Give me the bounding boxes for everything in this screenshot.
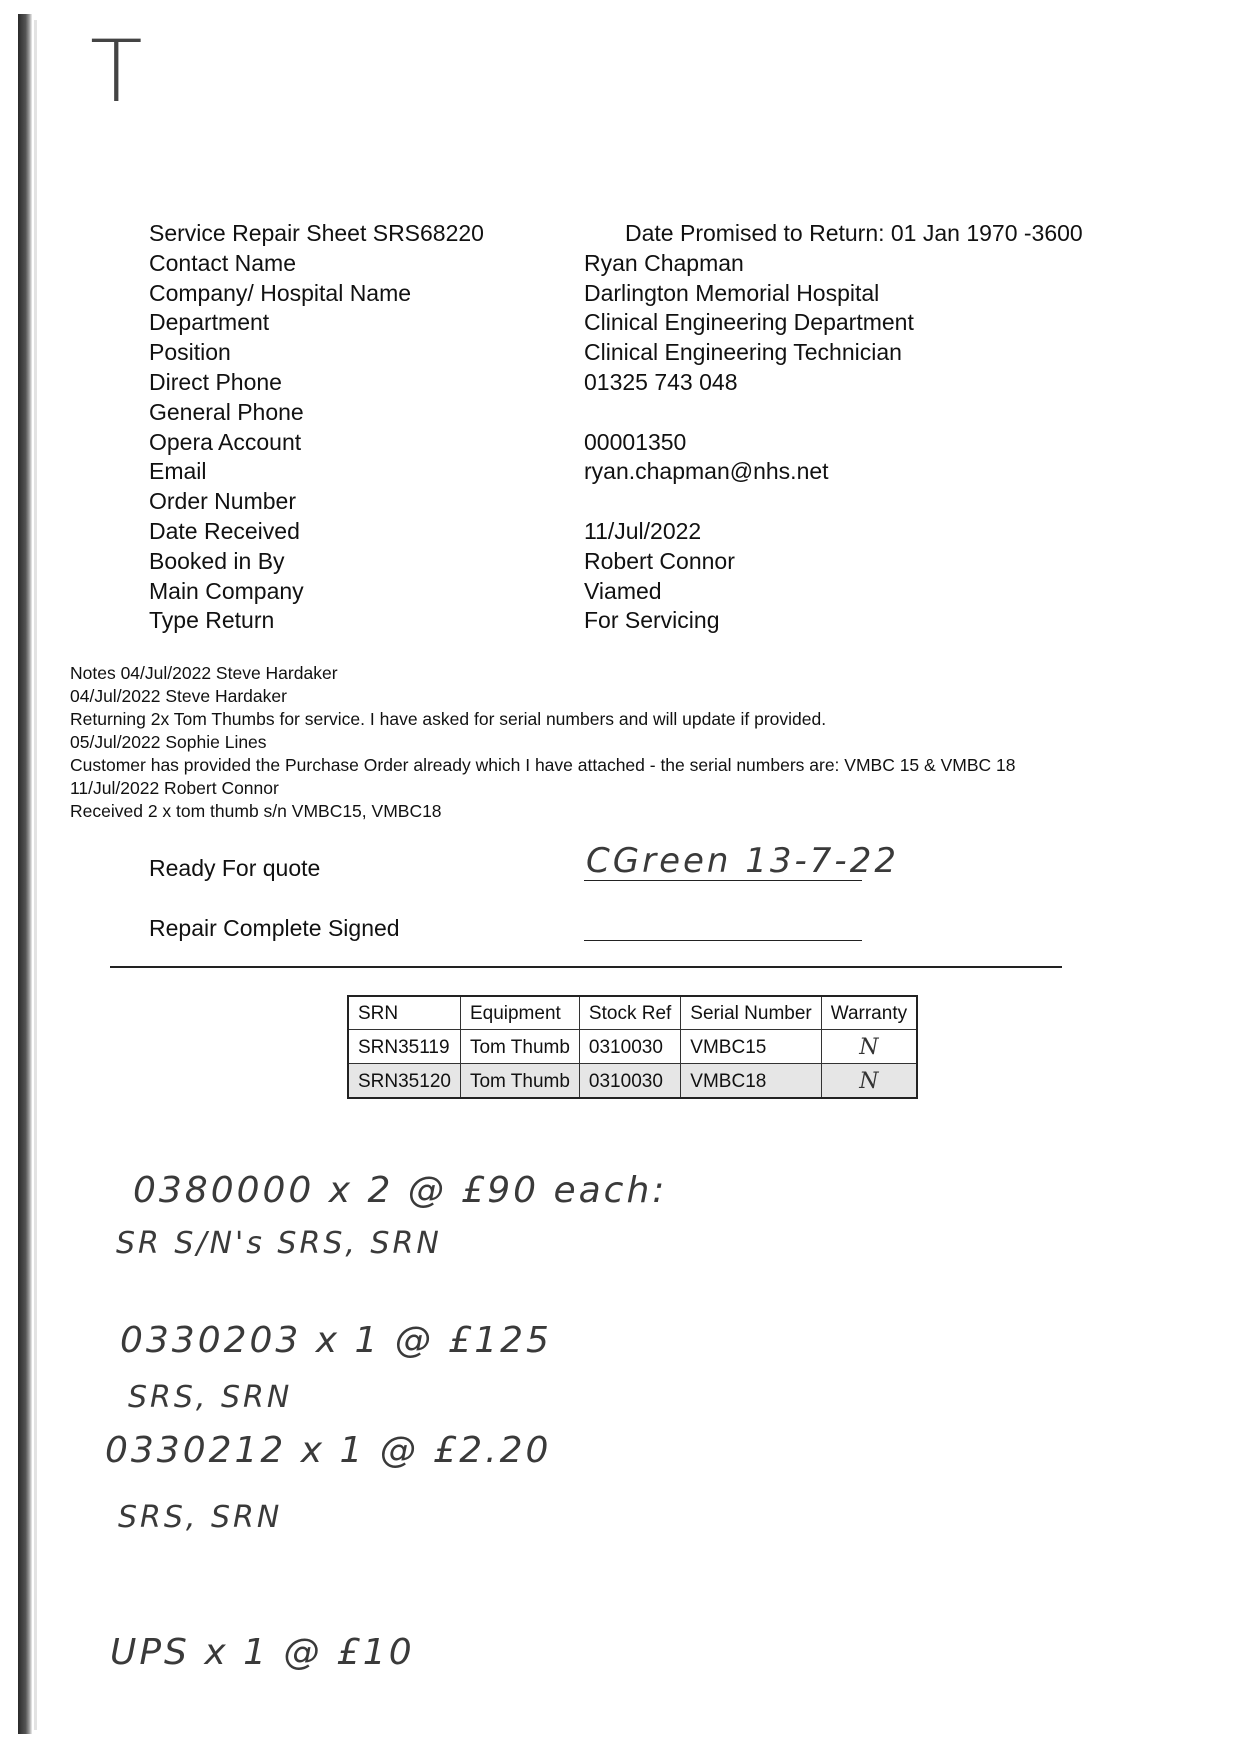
column-header: Warranty (821, 996, 917, 1030)
handwritten-line: 0380000 x 2 @ £90 each: (133, 1170, 668, 1211)
column-header: Equipment (460, 996, 579, 1030)
field-value: 00001350 (584, 429, 687, 455)
field-label: General Phone (149, 399, 304, 425)
corner-mark: T (90, 22, 143, 122)
field-value: ryan.chapman@nhs.net (584, 458, 829, 484)
table-cell: 0310030 (579, 1030, 680, 1064)
handwritten-line: SRS, SRN (118, 1500, 283, 1535)
field-value: 11/Jul/2022 (584, 518, 702, 544)
sheet-title: Service Repair Sheet SRS68220 (149, 220, 484, 246)
field-label: Position (149, 339, 231, 365)
notes-line: 11/Jul/2022 Robert Connor (70, 778, 279, 798)
handwritten-line: SR S/N's SRS, SRN (116, 1226, 442, 1261)
ready-for-quote-label: Ready For quote (149, 855, 321, 881)
field-value: Clinical Engineering Department (584, 309, 914, 335)
notes-block (70, 662, 1015, 823)
field-label: Department (149, 309, 270, 335)
srn-table (347, 995, 918, 1099)
ready-for-quote-signature: CGreen 13-7-22 (586, 841, 899, 881)
repair-complete-label: Repair Complete Signed (149, 915, 400, 941)
field-value: Viamed (584, 578, 662, 604)
field-label: Company/ Hospital Name (149, 280, 412, 306)
field-value: Darlington Memorial Hospital (584, 280, 880, 306)
field-value: 01325 743 048 (584, 369, 738, 395)
repair-complete-signature-line (584, 940, 862, 941)
handwritten-line: UPS x 1 @ £10 (110, 1632, 415, 1673)
table-cell: VMBC18 (681, 1064, 821, 1099)
table-cell: SRN35120 (348, 1064, 460, 1099)
section-divider (110, 966, 1062, 968)
field-label: Order Number (149, 488, 296, 514)
field-value: Robert Connor (584, 548, 735, 574)
handwritten-line: 0330203 x 1 @ £125 (120, 1320, 552, 1361)
table-row (348, 1030, 917, 1064)
field-value: Ryan Chapman (584, 250, 744, 276)
column-header: Stock Ref (579, 996, 680, 1030)
scan-edge (18, 14, 32, 1734)
column-header: SRN (348, 996, 460, 1030)
notes-line: Returning 2x Tom Thumbs for service. I have asked for serial numbers and will update if provided. (70, 709, 827, 729)
field-label: Type Return (149, 607, 275, 633)
field-label: Date Received (149, 518, 300, 544)
field-label: Opera Account (149, 429, 302, 455)
scan-edge-shadow (34, 20, 37, 1730)
field-value: Clinical Engineering Technician (584, 339, 902, 365)
table-cell: Tom Thumb (460, 1030, 579, 1064)
notes-line: Received 2 x tom thumb s/n VMBC15, VMBC18 (70, 801, 442, 821)
table-cell: SRN35119 (348, 1030, 460, 1064)
field-label: Email (149, 458, 207, 484)
handwritten-line: 0330212 x 1 @ £2.20 (105, 1430, 552, 1471)
field-label: Main Company (149, 578, 304, 604)
table-cell: Tom Thumb (460, 1064, 579, 1099)
handwritten-line: SRS, SRN (128, 1380, 293, 1415)
field-value: For Servicing (584, 607, 720, 633)
field-label: Booked in By (149, 548, 285, 574)
table-row (348, 1064, 917, 1099)
column-header: Serial Number (681, 996, 821, 1030)
warranty-cell: N (821, 1030, 917, 1064)
table-header-row (348, 996, 917, 1030)
field-label: Contact Name (149, 250, 297, 276)
ready-signature-line (584, 880, 862, 881)
date-promised: Date Promised to Return: 01 Jan 1970 -3600 (625, 220, 1083, 246)
field-label: Direct Phone (149, 369, 282, 395)
notes-line: Customer has provided the Purchase Order already which I have attached - the serial numbers are: VMBC 15 & VMBC 18 (70, 755, 1016, 775)
warranty-cell: N (821, 1064, 917, 1099)
table-cell: VMBC15 (681, 1030, 821, 1064)
notes-line: Notes 04/Jul/2022 Steve Hardaker (70, 663, 338, 683)
notes-line: 04/Jul/2022 Steve Hardaker (70, 686, 287, 706)
notes-line: 05/Jul/2022 Sophie Lines (70, 732, 267, 752)
table-cell: 0310030 (579, 1064, 680, 1099)
